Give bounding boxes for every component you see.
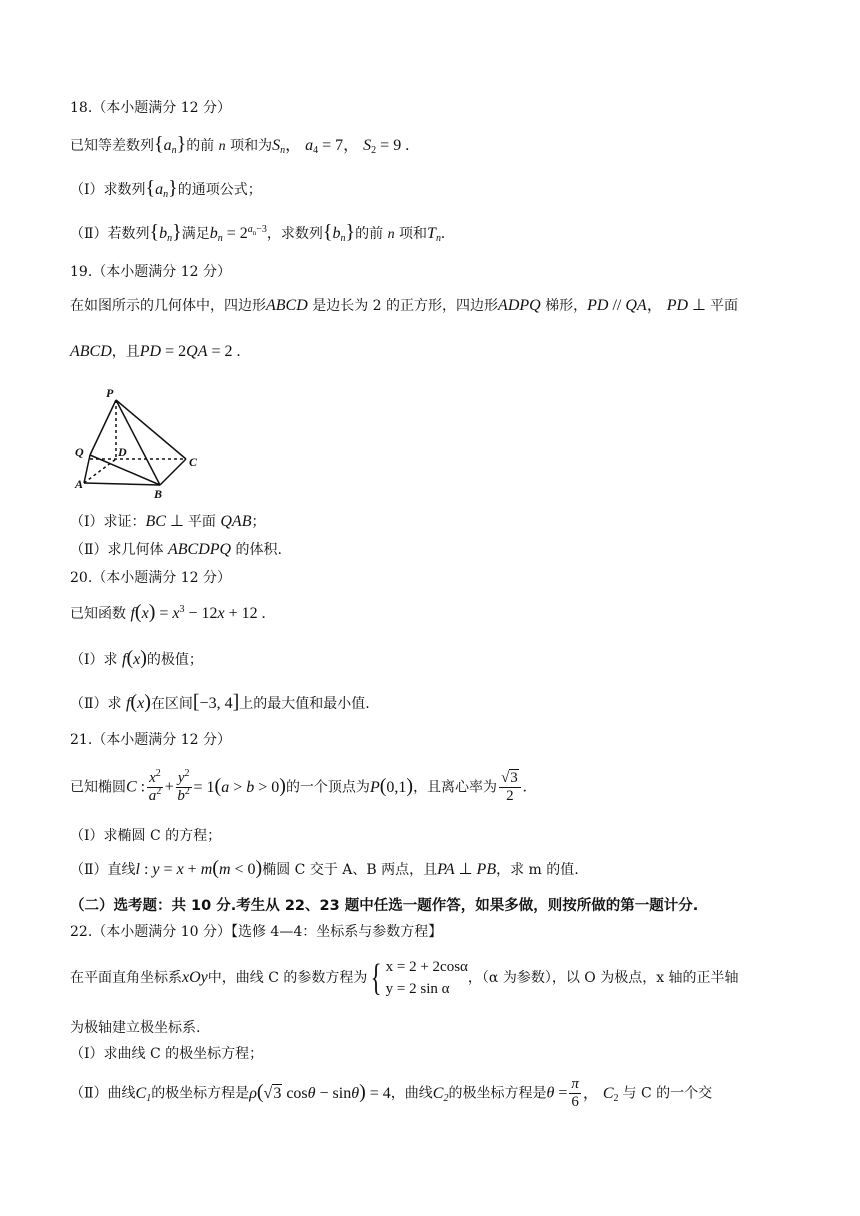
q22-stem: 在平面直角坐标系xOy中，曲线 C 的参数方程为{ x = 2 + 2cosα y = 2 sin α ，（α 为参数），以 O 为极点，x 轴的正半轴 [70, 957, 739, 999]
q19-stem-line2: ABCD，且PD = 2QA = 2 . [70, 343, 241, 360]
q18-part1: （Ⅰ）求数列$\{a_n\}$的通项公式； [70, 177, 262, 200]
q18-stem: 已知等差数列$\{a_n\}$的前 n 项和为$S_n$， $a_4 = 7$， $S_2 = 9$ . [70, 133, 410, 156]
fig-label-c: C [189, 455, 198, 469]
q19-stem: 在如图所示的几何体中，四边形ABCD 是边长为 2 的正方形，四边形ADPQ 梯形，PD // QA， PD ⊥ 平面 [70, 297, 738, 314]
q22-stem-line2: 为极轴建立极坐标系. [70, 1020, 201, 1036]
q22-part1: （Ⅰ）求曲线 C 的极坐标方程； [70, 1046, 264, 1062]
q18-part2: （Ⅱ）若数列$\{b_n\}$满足$b_n = 2^{a_n-3}$，求数列$\{b_n\}$的前 n 项和$T_n$. [70, 221, 445, 244]
q21-part2: （Ⅱ）直线l : y = x + m(m < 0)椭圆 C 交于 A、B 两点，且PA ⊥ PB，求 m 的值. [70, 857, 579, 879]
geometry-figure [74, 384, 214, 502]
q20-part1: （Ⅰ）求 f(x)的极值； [70, 647, 203, 669]
section-heading: （二）选考题：共 10 分.考生从 22、23 题中任选一题作答，如果多做，则按所做的第一题计分. [70, 898, 699, 914]
q19-part1: （Ⅰ）求证：BC ⊥ 平面 QAB； [70, 513, 266, 530]
fig-label-p: P [106, 386, 114, 400]
q18-header: 18.（本小题满分 12 分） [70, 100, 231, 116]
q19-header: 19.（本小题满分 12 分） [70, 264, 231, 280]
fig-label-a: A [75, 477, 84, 491]
q21-header: 21.（本小题满分 12 分） [70, 732, 231, 748]
q22-header: 22.（本小题满分 10 分）【选修 4—4：坐标系与参数方程】 [70, 924, 443, 940]
q20-part2: （Ⅱ）求 f(x)在区间[−3, 4]上的最大值和最小值. [70, 691, 370, 713]
q22-part2: （Ⅱ）曲线$C_1$的极坐标方程是ρ(√3 cosθ − sinθ) = 4，曲线$C_2$的极坐标方程是θ = $\frac{\pi}{6}$ ， $C_2$ 与 C 的一个交 [70, 1076, 713, 1110]
q19-part2: （Ⅱ）求几何体 ABCDPQ 的体积. [70, 541, 282, 558]
q22-eq2: y = 2 sin α [385, 981, 450, 997]
q22-eq1: x = 2 + 2cosα [385, 959, 468, 975]
q20-stem: 已知函数 $f(x) = x^3 - 12x + 12$ . [70, 601, 266, 623]
q21-part1: （Ⅰ）求椭圆 C 的方程； [70, 828, 222, 844]
fig-label-q: Q [75, 445, 84, 459]
fig-label-b: B [154, 487, 163, 501]
q20-header: 20.（本小题满分 12 分） [70, 570, 231, 586]
q21-stem: 已知椭圆C : $\frac{x^2}{a^2}$ + $\frac{y^2}{b^2}$ = 1(a > b > 0)的一个顶点为P(0,1)，且离心率为 $\frac{√3}{2}$ . [70, 768, 527, 804]
fig-label-d: D [118, 445, 127, 459]
